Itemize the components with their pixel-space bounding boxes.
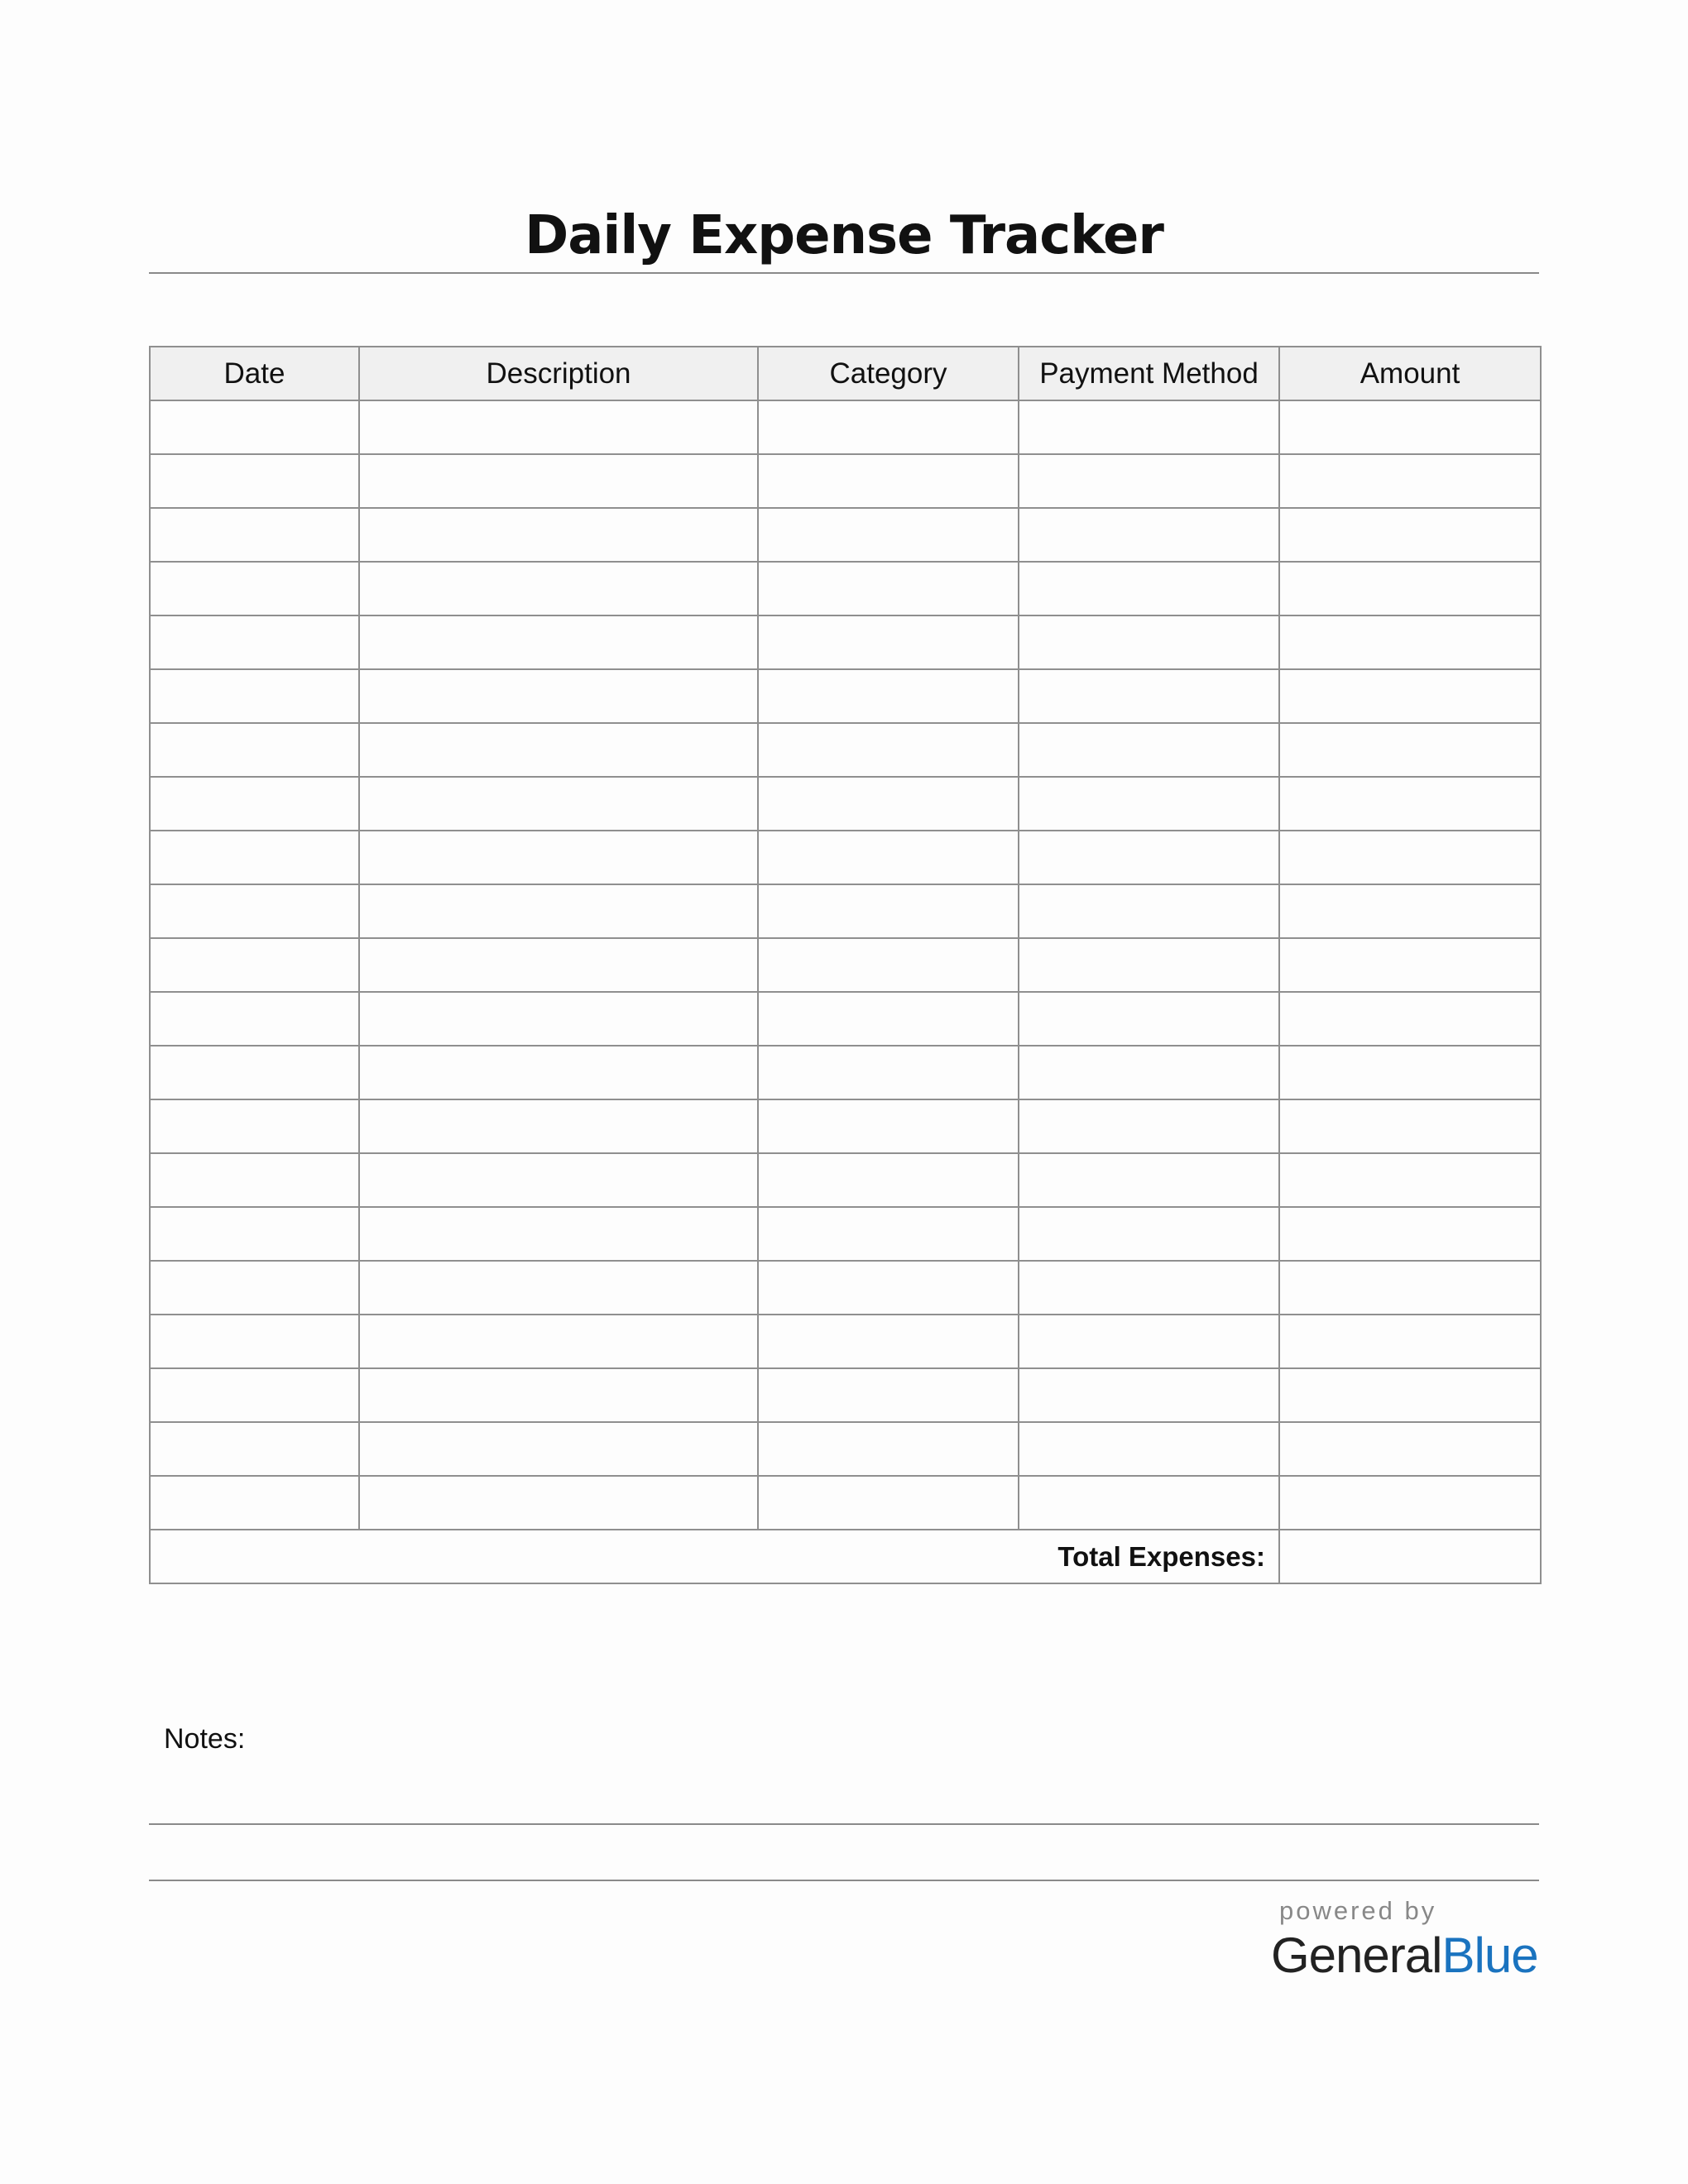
date-cell[interactable] bbox=[150, 615, 359, 669]
date-cell[interactable] bbox=[150, 777, 359, 831]
category-cell[interactable] bbox=[758, 1207, 1019, 1261]
amount-cell[interactable] bbox=[1279, 1315, 1541, 1368]
category-cell[interactable] bbox=[758, 562, 1019, 615]
amount-cell[interactable] bbox=[1279, 1422, 1541, 1476]
payment-method-cell[interactable] bbox=[1019, 1046, 1279, 1099]
category-cell[interactable] bbox=[758, 1315, 1019, 1368]
payment-method-cell[interactable] bbox=[1019, 777, 1279, 831]
brand-name-general: General bbox=[1271, 1928, 1442, 1983]
category-cell[interactable] bbox=[758, 400, 1019, 454]
notes-label: Notes: bbox=[164, 1723, 246, 1755]
description-cell[interactable] bbox=[359, 777, 758, 831]
payment-method-cell[interactable] bbox=[1019, 1368, 1279, 1422]
date-cell[interactable] bbox=[150, 1368, 359, 1422]
table-row bbox=[150, 562, 1541, 615]
amount-cell[interactable] bbox=[1279, 1207, 1541, 1261]
amount-cell[interactable] bbox=[1279, 508, 1541, 562]
table-row bbox=[150, 1476, 1541, 1530]
table-row bbox=[150, 777, 1541, 831]
table-row bbox=[150, 1153, 1541, 1207]
description-cell[interactable] bbox=[359, 992, 758, 1046]
amount-cell[interactable] bbox=[1279, 1368, 1541, 1422]
category-cell[interactable] bbox=[758, 723, 1019, 777]
page-title: Daily Expense Tracker bbox=[525, 205, 1163, 266]
amount-cell[interactable] bbox=[1279, 562, 1541, 615]
column-header-date: Date bbox=[150, 347, 359, 400]
table-row bbox=[150, 992, 1541, 1046]
amount-cell[interactable] bbox=[1279, 400, 1541, 454]
table-row bbox=[150, 1261, 1541, 1315]
description-cell[interactable] bbox=[359, 508, 758, 562]
date-cell[interactable] bbox=[150, 1153, 359, 1207]
amount-cell[interactable] bbox=[1279, 615, 1541, 669]
description-cell[interactable] bbox=[359, 454, 758, 508]
date-cell[interactable] bbox=[150, 992, 359, 1046]
table-row bbox=[150, 1099, 1541, 1153]
payment-method-cell[interactable] bbox=[1019, 669, 1279, 723]
column-header-payment-method: Payment Method bbox=[1019, 347, 1279, 400]
table-header-row bbox=[150, 347, 1541, 400]
amount-cell[interactable] bbox=[1279, 723, 1541, 777]
date-cell[interactable] bbox=[150, 1099, 359, 1153]
table-row bbox=[150, 1207, 1541, 1261]
date-cell[interactable] bbox=[150, 1476, 359, 1530]
category-cell[interactable] bbox=[758, 1476, 1019, 1530]
description-cell[interactable] bbox=[359, 938, 758, 992]
description-cell[interactable] bbox=[359, 1046, 758, 1099]
description-cell[interactable] bbox=[359, 615, 758, 669]
category-cell[interactable] bbox=[758, 615, 1019, 669]
date-cell[interactable] bbox=[150, 454, 359, 508]
table-row bbox=[150, 831, 1541, 884]
payment-method-cell[interactable] bbox=[1019, 1315, 1279, 1368]
date-cell[interactable] bbox=[150, 1207, 359, 1261]
amount-cell[interactable] bbox=[1279, 1153, 1541, 1207]
date-cell[interactable] bbox=[150, 1422, 359, 1476]
table-row bbox=[150, 508, 1541, 562]
description-cell[interactable] bbox=[359, 1422, 758, 1476]
date-cell[interactable] bbox=[150, 1046, 359, 1099]
description-cell[interactable] bbox=[359, 1207, 758, 1261]
table-row bbox=[150, 1046, 1541, 1099]
payment-method-cell[interactable] bbox=[1019, 1153, 1279, 1207]
date-cell[interactable] bbox=[150, 938, 359, 992]
brand-logo bbox=[1271, 1896, 1536, 1985]
payment-method-cell[interactable] bbox=[1019, 562, 1279, 615]
category-cell[interactable] bbox=[758, 1422, 1019, 1476]
date-cell[interactable] bbox=[150, 1315, 359, 1368]
powered-by-label: powered by bbox=[1279, 1896, 1437, 1925]
total-row bbox=[150, 1530, 1541, 1583]
amount-cell[interactable] bbox=[1279, 777, 1541, 831]
title-divider bbox=[149, 272, 1539, 274]
date-cell[interactable] bbox=[150, 508, 359, 562]
payment-method-cell[interactable] bbox=[1019, 508, 1279, 562]
category-cell[interactable] bbox=[758, 1368, 1019, 1422]
brand-name-blue: Blue bbox=[1441, 1928, 1538, 1983]
date-cell[interactable] bbox=[150, 562, 359, 615]
date-cell[interactable] bbox=[150, 400, 359, 454]
amount-cell[interactable] bbox=[1279, 1261, 1541, 1315]
description-cell[interactable] bbox=[359, 723, 758, 777]
date-cell[interactable] bbox=[150, 723, 359, 777]
payment-method-cell[interactable] bbox=[1019, 1476, 1279, 1530]
description-cell[interactable] bbox=[359, 831, 758, 884]
amount-cell[interactable] bbox=[1279, 938, 1541, 992]
brand-name bbox=[1271, 1926, 1536, 1985]
category-cell[interactable] bbox=[758, 508, 1019, 562]
payment-method-cell[interactable] bbox=[1019, 1207, 1279, 1261]
amount-cell[interactable] bbox=[1279, 1476, 1541, 1530]
date-cell[interactable] bbox=[150, 884, 359, 938]
category-cell[interactable] bbox=[758, 1046, 1019, 1099]
amount-cell[interactable] bbox=[1279, 831, 1541, 884]
table-row bbox=[150, 400, 1541, 454]
table-row bbox=[150, 723, 1541, 777]
payment-method-cell[interactable] bbox=[1019, 615, 1279, 669]
date-cell[interactable] bbox=[150, 1261, 359, 1315]
description-cell[interactable] bbox=[359, 1368, 758, 1422]
column-header-category: Category bbox=[758, 347, 1019, 400]
description-cell[interactable] bbox=[359, 400, 758, 454]
amount-cell[interactable] bbox=[1279, 992, 1541, 1046]
table-row bbox=[150, 669, 1541, 723]
category-cell[interactable] bbox=[758, 884, 1019, 938]
payment-method-cell[interactable] bbox=[1019, 454, 1279, 508]
payment-method-cell[interactable] bbox=[1019, 723, 1279, 777]
payment-method-cell[interactable] bbox=[1019, 992, 1279, 1046]
total-expenses-label: Total Expenses: bbox=[150, 1530, 1279, 1583]
category-cell[interactable] bbox=[758, 831, 1019, 884]
category-cell[interactable] bbox=[758, 1099, 1019, 1153]
table-row bbox=[150, 884, 1541, 938]
column-header-description: Description bbox=[359, 347, 758, 400]
notes-line[interactable] bbox=[149, 1823, 1539, 1825]
category-cell[interactable] bbox=[758, 669, 1019, 723]
description-cell[interactable] bbox=[359, 1153, 758, 1207]
date-cell[interactable] bbox=[150, 669, 359, 723]
category-cell[interactable] bbox=[758, 1153, 1019, 1207]
amount-cell[interactable] bbox=[1279, 1046, 1541, 1099]
table-row bbox=[150, 615, 1541, 669]
amount-cell[interactable] bbox=[1279, 454, 1541, 508]
description-cell[interactable] bbox=[359, 1476, 758, 1530]
description-cell[interactable] bbox=[359, 562, 758, 615]
description-cell[interactable] bbox=[359, 884, 758, 938]
description-cell[interactable] bbox=[359, 669, 758, 723]
total-expenses-cell[interactable] bbox=[1279, 1530, 1541, 1583]
payment-method-cell[interactable] bbox=[1019, 938, 1279, 992]
table-row bbox=[150, 454, 1541, 508]
amount-cell[interactable] bbox=[1279, 669, 1541, 723]
payment-method-cell[interactable] bbox=[1019, 831, 1279, 884]
table-row bbox=[150, 1368, 1541, 1422]
description-cell[interactable] bbox=[359, 1099, 758, 1153]
description-cell[interactable] bbox=[359, 1261, 758, 1315]
payment-method-cell[interactable] bbox=[1019, 884, 1279, 938]
date-cell[interactable] bbox=[150, 831, 359, 884]
notes-line[interactable] bbox=[149, 1880, 1539, 1881]
payment-method-cell[interactable] bbox=[1019, 1261, 1279, 1315]
payment-method-cell[interactable] bbox=[1019, 400, 1279, 454]
table-row bbox=[150, 1422, 1541, 1476]
category-cell[interactable] bbox=[758, 454, 1019, 508]
payment-method-cell[interactable] bbox=[1019, 1099, 1279, 1153]
amount-cell[interactable] bbox=[1279, 884, 1541, 938]
payment-method-cell[interactable] bbox=[1019, 1422, 1279, 1476]
amount-cell[interactable] bbox=[1279, 1099, 1541, 1153]
table-row bbox=[150, 1315, 1541, 1368]
table-row bbox=[150, 938, 1541, 992]
column-header-amount: Amount bbox=[1279, 347, 1541, 400]
description-cell[interactable] bbox=[359, 1315, 758, 1368]
expense-table bbox=[149, 346, 1542, 1584]
category-cell[interactable] bbox=[758, 938, 1019, 992]
category-cell[interactable] bbox=[758, 777, 1019, 831]
category-cell[interactable] bbox=[758, 992, 1019, 1046]
category-cell[interactable] bbox=[758, 1261, 1019, 1315]
